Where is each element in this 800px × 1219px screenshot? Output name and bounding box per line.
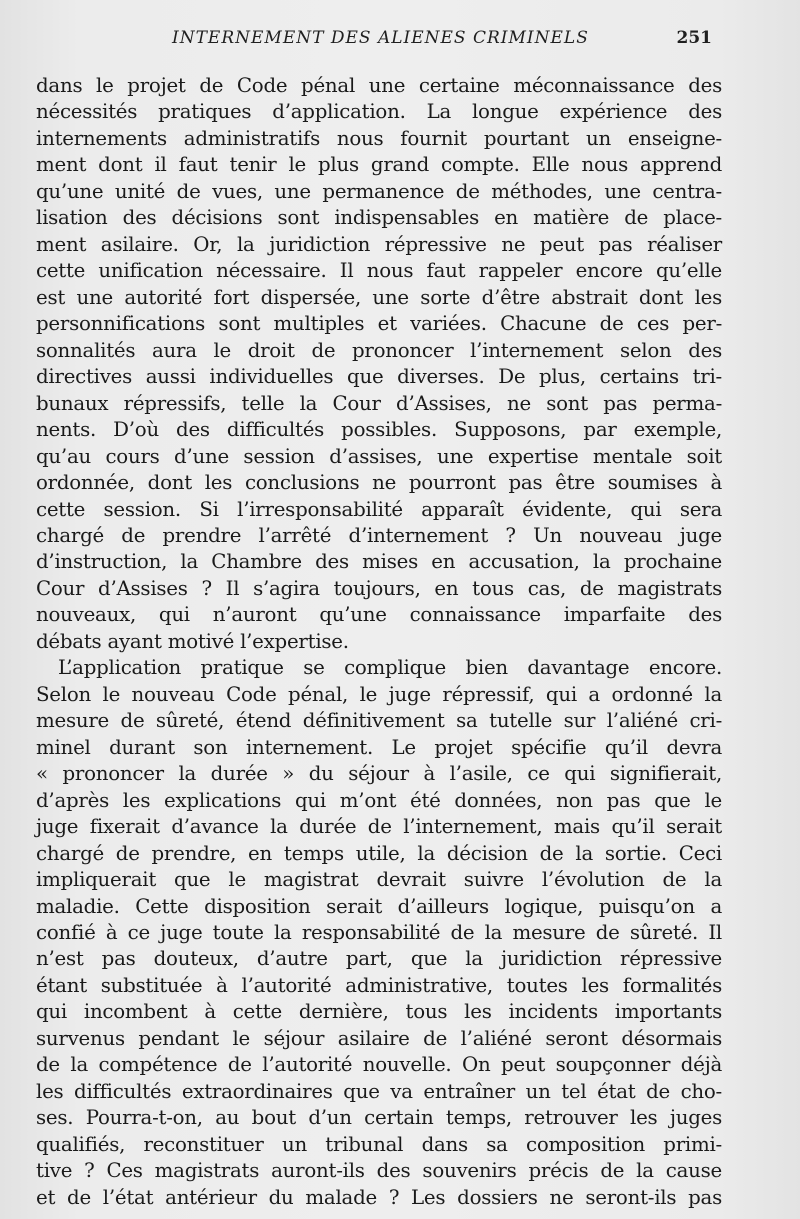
text-line: chargé de prendre l’arrêté d’internement ? Un nouveau juge — [36, 523, 722, 547]
text-line: ment asilaire. Or, la juridiction répressive ne peut pas réaliser — [36, 232, 722, 256]
paragraph-start-line: L’application pratique se complique bien davantage encore. — [58, 656, 722, 680]
text-line: de la compétence de l’autorité nouvelle. On peut soupçonner déjà — [36, 1053, 722, 1077]
text-line: minel durant son internement. Le projet spécifie qu’il devra — [36, 735, 722, 759]
text-line: tive ? Ces magistrats auront-ils des souvenirs précis de la cause — [36, 1159, 722, 1183]
text-line: confié à ce juge toute la responsabilité de la mesure de sûreté. Il — [36, 921, 722, 944]
text-line: survenus pendant le séjour asilaire de l’aliéné seront désormais — [36, 1026, 722, 1050]
text-line: personnifications sont multiples et variées. Chacune de ces per- — [36, 312, 722, 336]
text-line: ses. Pourra-t-on, au bout d’un certain temps, retrouver les juges — [36, 1106, 722, 1130]
text-line: les difficultés extraordinaires que va entraîner un tel état de cho- — [36, 1079, 722, 1103]
text-line: d’instruction, la Chambre des mises en accusation, la prochaine — [36, 550, 722, 574]
text-line: ordonnée, dont les conclusions ne pourront pas être soumises à — [36, 471, 722, 495]
text-line: impliquerait que le magistrat devrait suivre l’évolution de la — [36, 868, 722, 892]
text-line: est une autorité fort dispersée, une sorte d’être abstrait dont les — [36, 285, 722, 309]
text-line: internements administratifs nous fournit pourtant un enseigne- — [36, 126, 722, 150]
text-line: qu’au cours d’une session d’assises, une expertise mentale soit — [36, 444, 722, 468]
text-line: qu’une unité de vues, une permanence de méthodes, une centra- — [36, 179, 722, 203]
body-text — [36, 73, 722, 1211]
text-line: nécessités pratiques d’application. La longue expérience des — [36, 100, 722, 124]
running-title: INTERNEMENT DES ALIENES CRIMINELS — [172, 28, 589, 48]
text-line: qualifiés, reconstituer un tribunal dans sa composition primi- — [36, 1132, 722, 1156]
text-line: qui incombent à cette dernière, tous les incidents importants — [36, 1000, 722, 1024]
text-line: n’est pas douteux, d’autre part, que la juridiction répressive — [36, 947, 722, 971]
text-line: mesure de sûreté, étend définitivement sa tutelle sur l’aliéné cri- — [36, 709, 722, 733]
text-line: cette unification nécessaire. Il nous faut rappeler encore qu’elle — [36, 259, 722, 283]
text-line: cette session. Si l’irresponsabilité apparaît évidente, qui sera — [36, 497, 722, 521]
text-line: étant substituée à l’autorité administrative, toutes les formalités — [36, 973, 722, 997]
text-line: lisation des décisions sont indispensables en matière de place- — [36, 206, 722, 230]
text-line: et de l’état antérieur du malade ? Les dossiers ne seront-ils pas — [36, 1185, 722, 1209]
text-line: d’après les explications qui m’ont été données, non pas que le — [36, 788, 722, 812]
text-line: juge fixerait d’avance la durée de l’internement, mais qu’il serait — [36, 815, 722, 839]
text-line: sonnalités aura le droit de prononcer l’internement selon des — [36, 338, 722, 362]
text-line: dans le projet de Code pénal une certaine méconnaissance des — [36, 74, 722, 97]
text-line: maladie. Cette disposition serait d’ailleurs logique, puisqu’on a — [36, 894, 722, 918]
text-line: « prononcer la durée » du séjour à l’asile, ce qui signifierait, — [36, 762, 722, 786]
paragraph-end-line: débats ayant motivé l’expertise. — [36, 629, 349, 653]
text-line: bunaux répressifs, telle la Cour d’Assises, ne sont pas perma- — [36, 391, 722, 415]
page-number: 251 — [676, 28, 712, 48]
text-line: Cour d’Assises ? Il s’agira toujours, en tous cas, de magistrats — [36, 576, 722, 600]
text-line: ment dont il faut tenir le plus grand compte. Elle nous apprend — [36, 153, 722, 177]
text-line: Selon le nouveau Code pénal, le juge répressif, qui a ordonné la — [36, 682, 722, 706]
text-line: nouveaux, qui n’auront qu’une connaissance imparfaite des — [36, 603, 722, 627]
text-line: directives aussi individuelles que diverses. De plus, certains tri- — [36, 365, 722, 389]
text-line: nents. D’où des difficultés possibles. Supposons, par exemple, — [36, 418, 722, 442]
text-line: chargé de prendre, en temps utile, la décision de la sortie. Ceci — [36, 841, 722, 865]
